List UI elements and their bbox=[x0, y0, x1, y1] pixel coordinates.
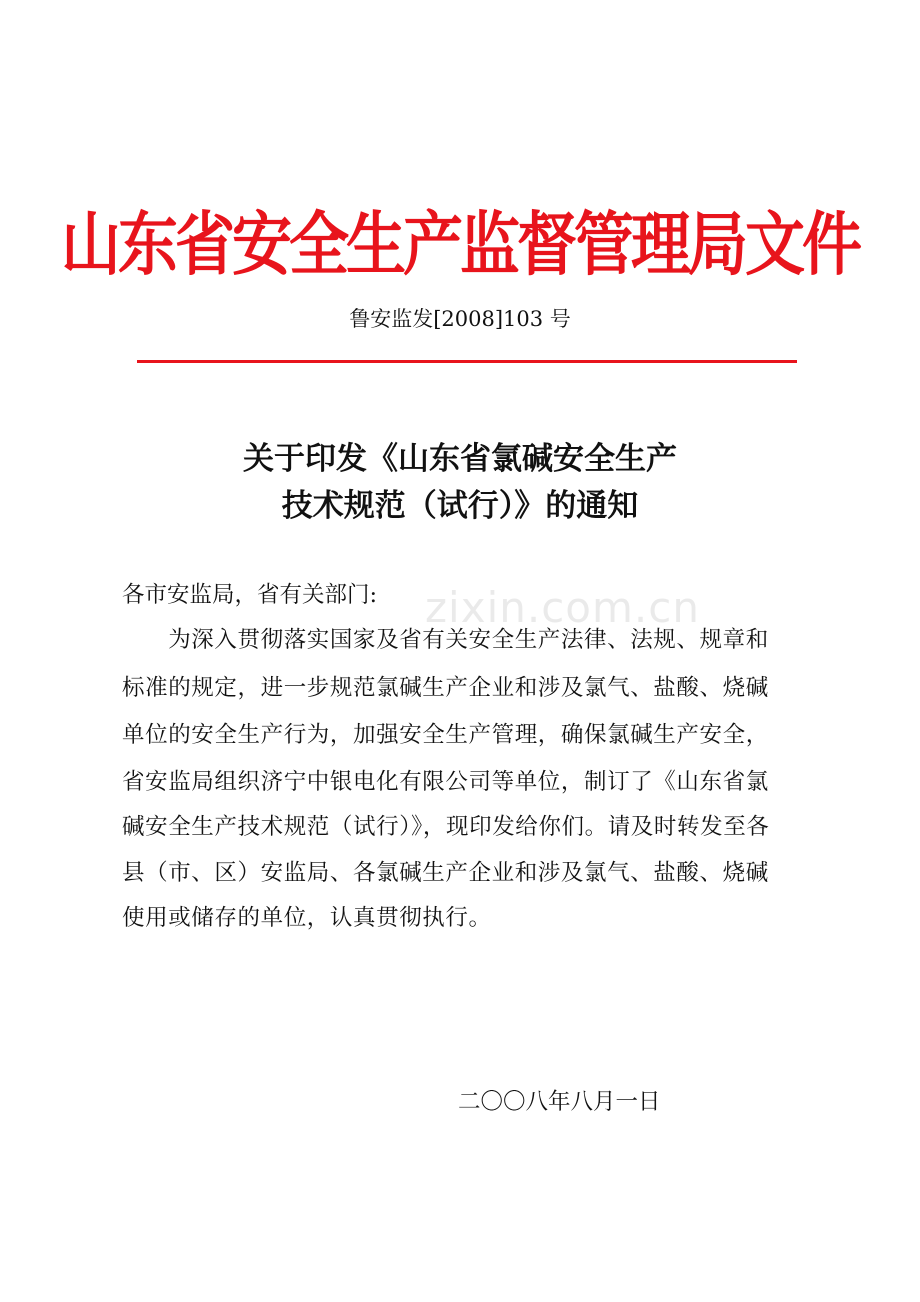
paragraph-line-6: 县（市、区）安监局、各氯碱生产企业和涉及氯气、盐酸、烧碱 bbox=[122, 860, 769, 886]
paragraph-line-2: 标准的规定，进一步规范氯碱生产企业和涉及氯气、盐酸、烧碱 bbox=[122, 675, 769, 701]
document-date: 二〇〇八年八月一日 bbox=[458, 1089, 661, 1115]
paragraph-line-4: 省安监局组织济宁中银电化有限公司等单位，制订了《山东省氯 bbox=[122, 769, 769, 795]
paragraph-line-3: 单位的安全生产行为，加强安全生产管理，确保氯碱生产安全， bbox=[122, 722, 769, 748]
notice-title-line-2: 技术规范（试行）》的通知 bbox=[281, 488, 639, 524]
paragraph-line-7: 使用或储存的单位，认真贯彻执行。 bbox=[122, 905, 492, 931]
paragraph-line-1: 为深入贯彻落实国家及省有关安全生产法律、法规、规章和 bbox=[122, 627, 769, 653]
site-watermark: zixin.com.cn bbox=[425, 583, 700, 632]
notice-title-line-1: 关于印发《山东省氯碱安全生产 bbox=[243, 441, 677, 477]
salutation: 各市安监局，省有关部门: bbox=[122, 582, 378, 608]
paragraph-line-5: 碱安全生产技术规范（试行）》，现印发给你们。请及时转发至各 bbox=[122, 814, 770, 840]
document-header-title: 山东省安全生产监督管理局文件 bbox=[61, 204, 859, 286]
header-red-rule bbox=[137, 360, 797, 363]
document-number: 鲁安监发[2008]103 号 bbox=[349, 307, 571, 331]
